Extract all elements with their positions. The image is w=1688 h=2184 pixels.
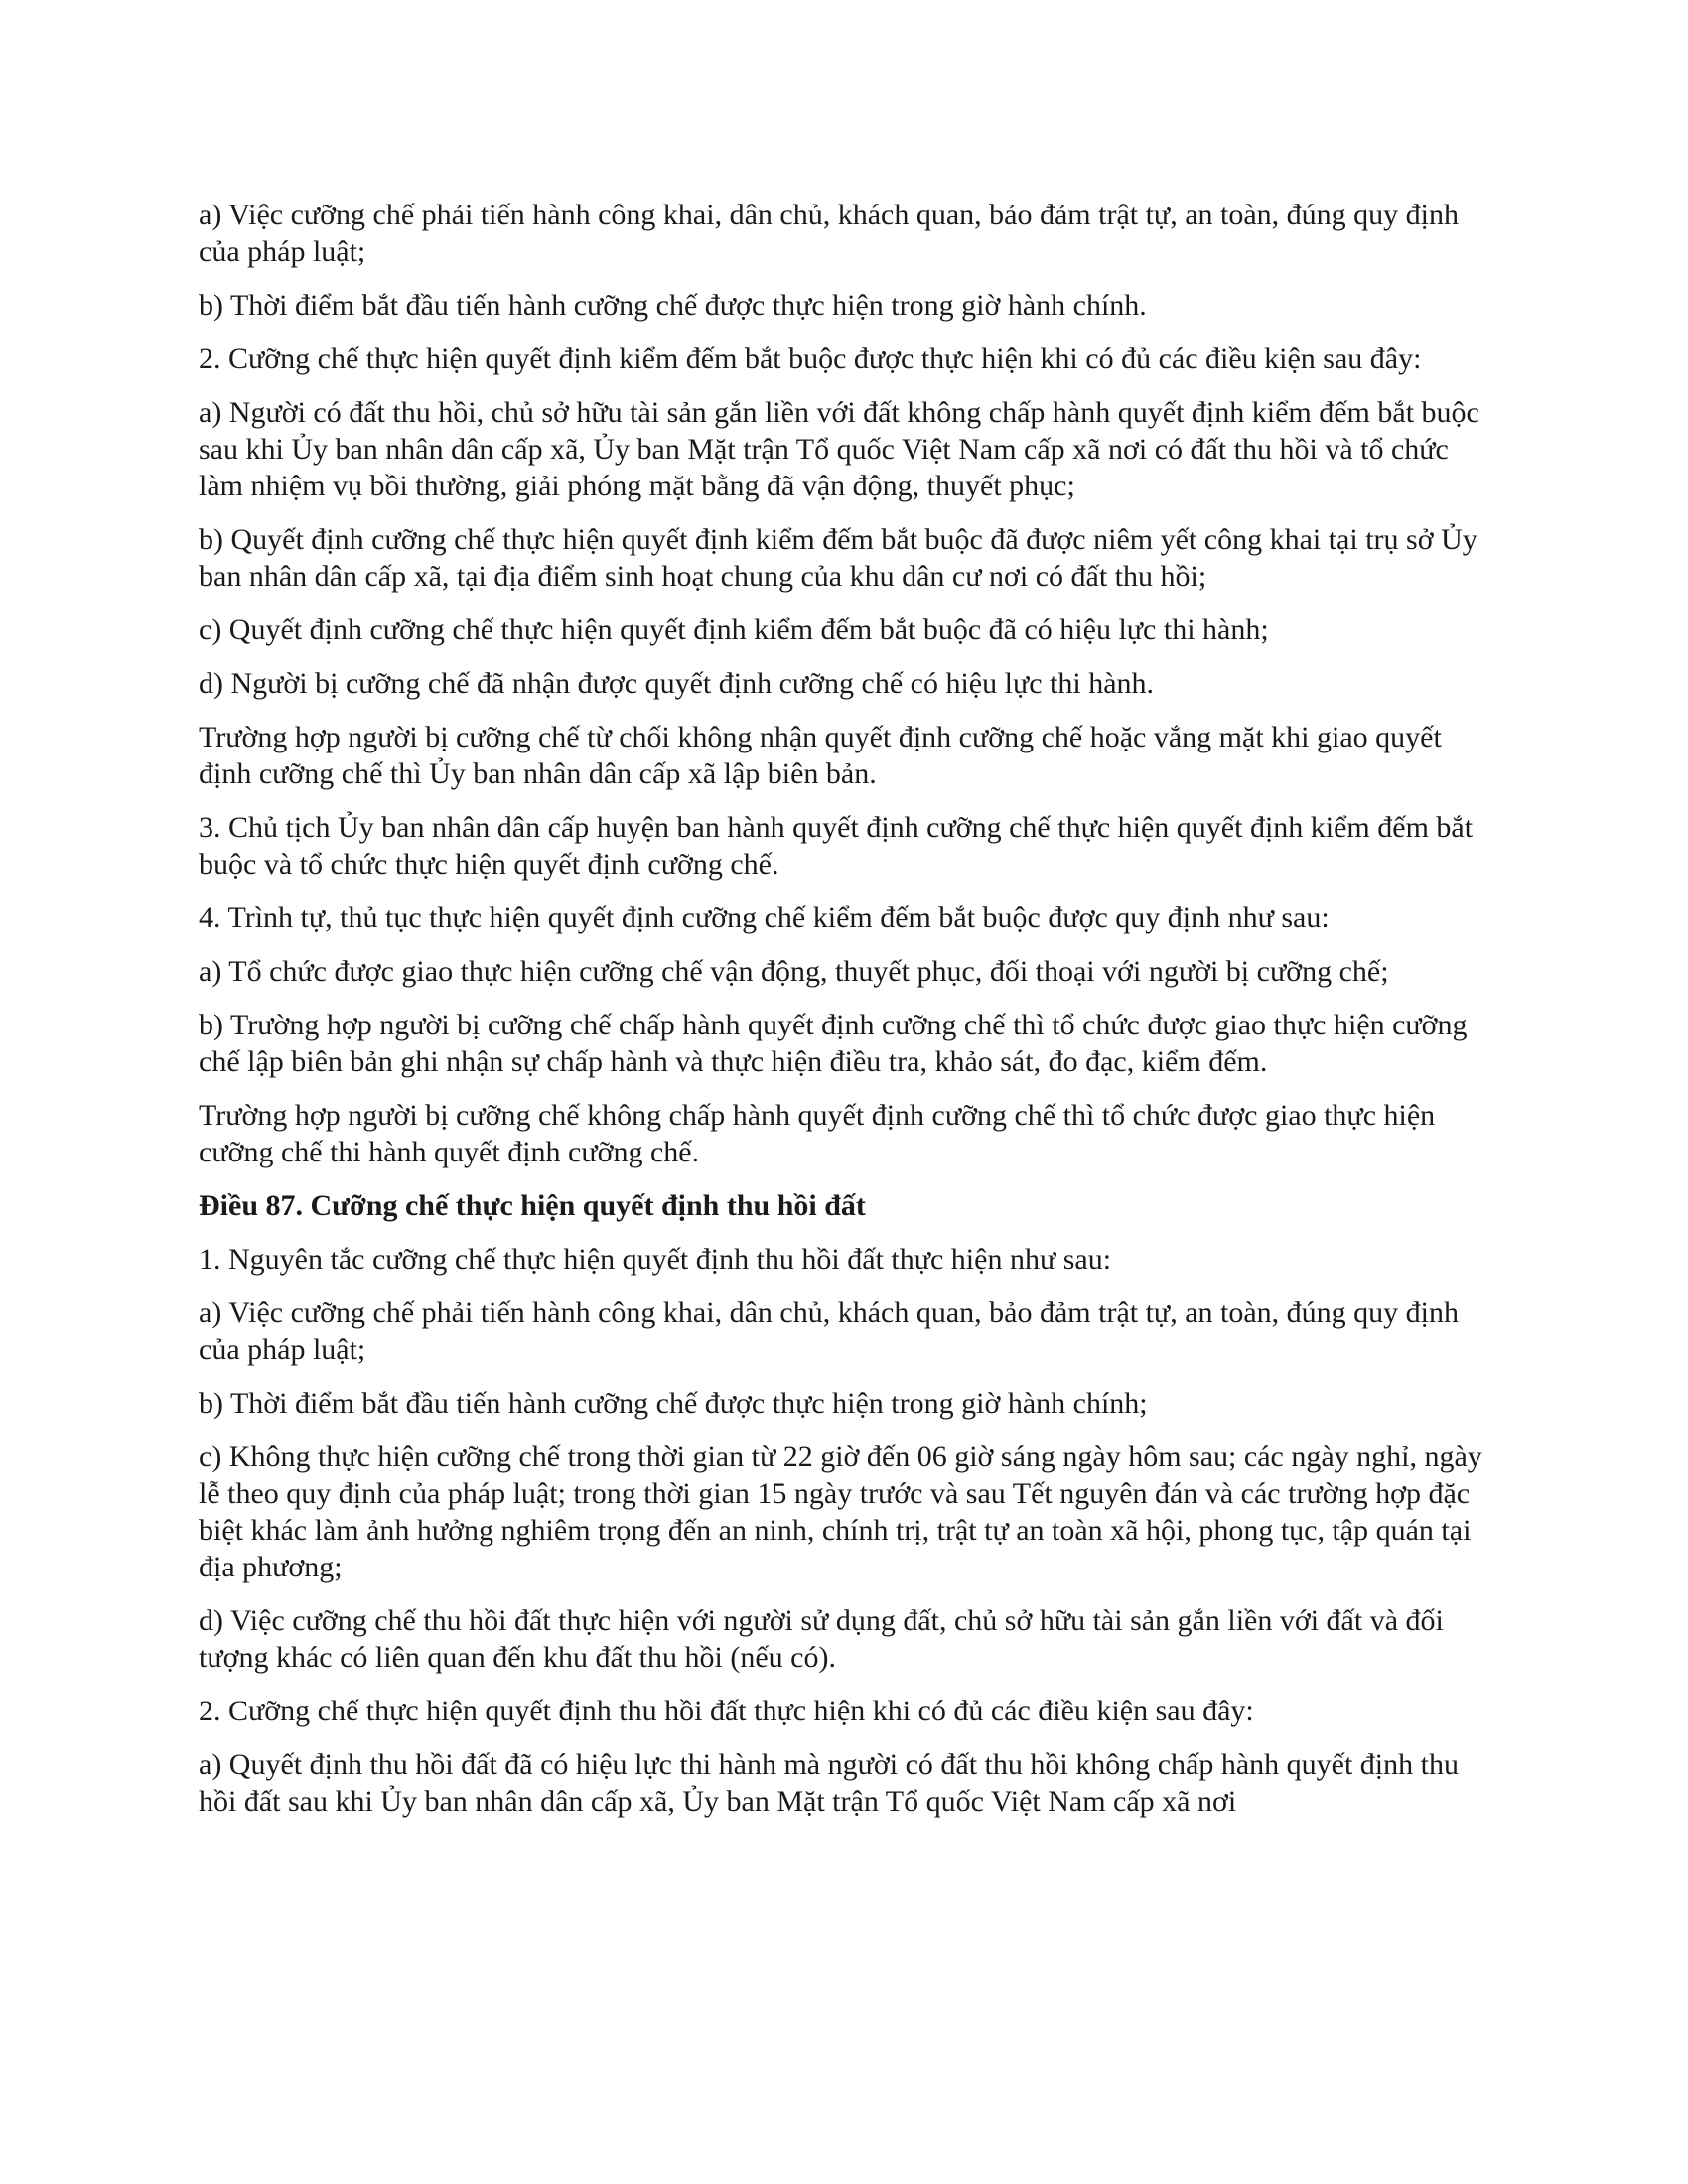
paragraph: a) Quyết định thu hồi đất đã có hiệu lực thi hành mà người có đất thu hồi không chấp hành quyết định thu hồi đất sau khi Ủy ban nhân dân cấp xã, Ủy ban Mặt trận Tổ quốc Việt Nam cấp xã nơi [199,1748,1459,1818]
paragraph: d) Việc cưỡng chế thu hồi đất thực hiện với người sử dụng đất, chủ sở hữu tài sản gắn liền với đất và đối tượng khác có liên quan đến khu đất thu hồi (nếu có). [199,1604,1444,1674]
paragraph: a) Việc cưỡng chế phải tiến hành công khai, dân chủ, khách quan, bảo đảm trật tự, an toàn, đúng quy định của pháp luật; [199,199,1459,268]
paragraph: 4. Trình tự, thủ tục thực hiện quyết định cưỡng chế kiểm đếm bắt buộc được quy định như sau: [199,901,1330,934]
article-heading: Điều 87. Cưỡng chế thực hiện quyết định thu hồi đất [199,1189,866,1222]
paragraph: Trường hợp người bị cưỡng chế từ chối không nhận quyết định cưỡng chế hoặc vắng mặt khi giao quyết định cưỡng chế thì Ủy ban nhân dân cấp xã lập biên bản. [199,721,1442,790]
paragraph: 2. Cưỡng chế thực hiện quyết định thu hồi đất thực hiện khi có đủ các điều kiện sau đây: [199,1695,1254,1727]
paragraph: b) Thời điểm bắt đầu tiến hành cưỡng chế được thực hiện trong giờ hành chính. [199,289,1147,322]
paragraph: c) Không thực hiện cưỡng chế trong thời gian từ 22 giờ đến 06 giờ sáng ngày hôm sau; các ngày nghỉ, ngày lễ theo quy định của pháp luật; trong thời gian 15 ngày trước và sau Tết nguyên đán và các trường hợp đặc biệt khác làm ảnh hưởng nghiêm trọng đến an ninh, chính trị, trật tự an toàn xã hội, phong tục, tập quán tại địa phương; [199,1440,1482,1583]
paragraph: 1. Nguyên tắc cưỡng chế thực hiện quyết định thu hồi đất thực hiện như sau: [199,1243,1112,1276]
paragraph: c) Quyết định cưỡng chế thực hiện quyết định kiểm đếm bắt buộc đã có hiệu lực thi hành; [199,614,1269,646]
paragraph: 3. Chủ tịch Ủy ban nhân dân cấp huyện ban hành quyết định cưỡng chế thực hiện quyết định kiểm đếm bắt buộc và tổ chức thực hiện quyết định cưỡng chế. [199,811,1474,881]
paragraph: b) Trường hợp người bị cưỡng chế chấp hành quyết định cưỡng chế thì tổ chức được giao thực hiện cưỡng chế lập biên bản ghi nhận sự chấp hành và thực hiện điều tra, khảo sát, đo đạc, kiểm đếm. [199,1009,1468,1078]
paragraph: a) Người có đất thu hồi, chủ sở hữu tài sản gắn liền với đất không chấp hành quyết định kiểm đếm bắt buộc sau khi Ủy ban nhân dân cấp xã, Ủy ban Mặt trận Tổ quốc Việt Nam cấp xã nơi có đất thu hồi và tổ chức làm nhiệm vụ bồi thường, giải phóng mặt bằng đã vận động, thuyết phục; [199,396,1479,502]
paragraph: a) Việc cưỡng chế phải tiến hành công khai, dân chủ, khách quan, bảo đảm trật tự, an toàn, đúng quy định của pháp luật; [199,1297,1459,1366]
paragraph: b) Thời điểm bắt đầu tiến hành cưỡng chế được thực hiện trong giờ hành chính; [199,1387,1148,1420]
paragraph: 2. Cưỡng chế thực hiện quyết định kiểm đếm bắt buộc được thực hiện khi có đủ các điều kiện sau đây: [199,342,1422,375]
paragraph: d) Người bị cưỡng chế đã nhận được quyết định cưỡng chế có hiệu lực thi hành. [199,667,1155,700]
paragraph: b) Quyết định cưỡng chế thực hiện quyết định kiểm đếm bắt buộc đã được niêm yết công khai tại trụ sở Ủy ban nhân dân cấp xã, tại địa điểm sinh hoạt chung của khu dân cư nơi có đất thu hồi; [199,523,1477,593]
document-page [199,197,1499,1837]
paragraph: Trường hợp người bị cưỡng chế không chấp hành quyết định cưỡng chế thì tổ chức được giao thực hiện cưỡng chế thi hành quyết định cưỡng chế. [199,1099,1436,1168]
paragraph: a) Tổ chức được giao thực hiện cưỡng chế vận động, thuyết phục, đối thoại với người bị cưỡng chế; [199,955,1389,988]
